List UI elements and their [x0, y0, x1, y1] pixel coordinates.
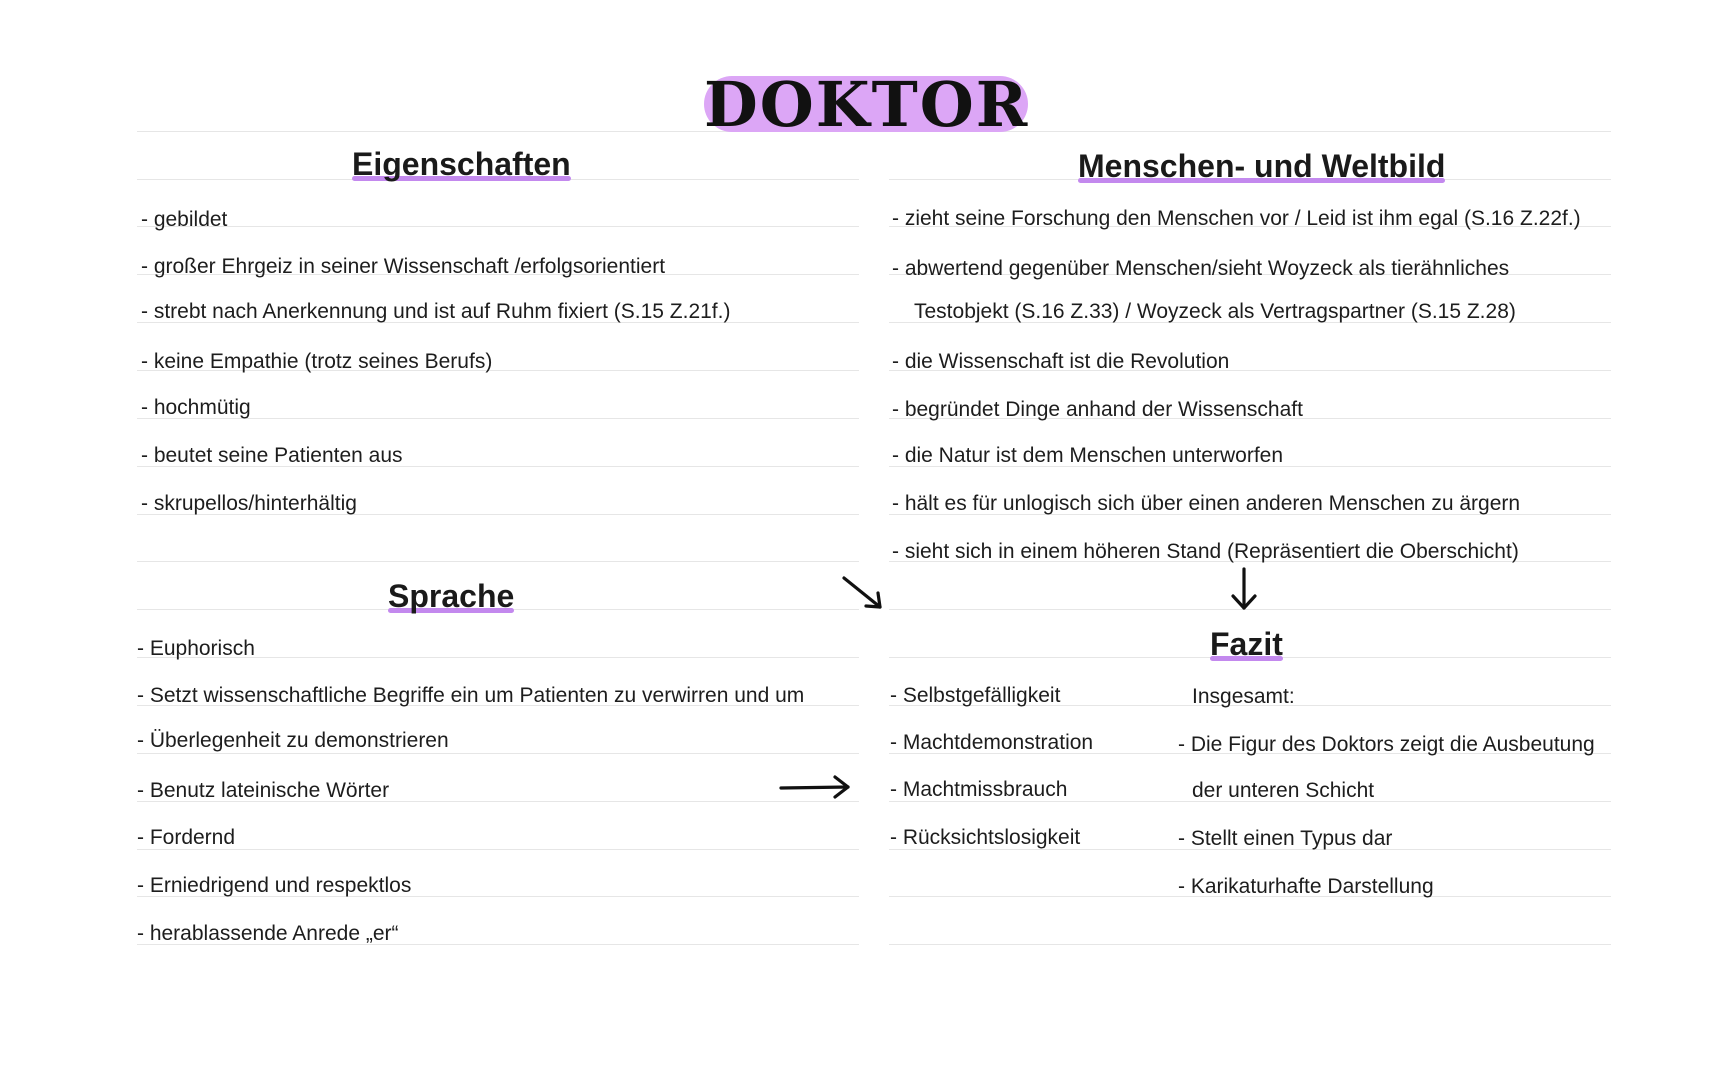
weltbild-item: - hält es für unlogisch sich über einen anderen Menschen zu ärgern — [892, 492, 1521, 515]
fazit-left-item: - Selbstgefälligkeit — [890, 684, 1061, 707]
sprache-item: - Setzt wissenschaftliche Begriffe ein um Patienten zu verwirren und um — [137, 684, 805, 707]
sprache-item: - Erniedrigend und respektlos — [137, 874, 412, 897]
weltbild-item: - begründet Dinge anhand der Wissenschaft — [892, 398, 1303, 421]
sprache-item: - Benutz lateinische Wörter — [137, 779, 390, 802]
title-block — [704, 68, 1030, 141]
arrow-right-icon — [778, 772, 854, 802]
fazit-right-item: - Die Figur des Doktors zeigt die Ausbeutung — [1178, 733, 1595, 756]
weltbild-item: - die Natur ist dem Menschen unterworfen — [892, 444, 1284, 467]
heading-fazit: Fazit — [1210, 626, 1283, 662]
heading-sprache: Sprache — [388, 578, 515, 614]
arrow-diagonal-icon — [840, 574, 888, 614]
weltbild-item: Testobjekt (S.16 Z.33) / Woyzeck als Vertragspartner (S.15 Z.28) — [914, 300, 1516, 323]
weltbild-item: - die Wissenschaft ist die Revolution — [892, 350, 1230, 373]
eigenschaften-item: - strebt nach Anerkennung und ist auf Ruhm fixiert (S.15 Z.21f.) — [141, 300, 731, 323]
eigenschaften-item: - beutet seine Patienten aus — [141, 444, 403, 467]
weltbild-item: - abwertend gegenüber Menschen/sieht Woyzeck als tierähnliches — [892, 257, 1510, 280]
weltbild-item: - zieht seine Forschung den Menschen vor / Leid ist ihm egal (S.16 Z.22f.) — [892, 207, 1581, 230]
eigenschaften-item: - hochmütig — [141, 396, 251, 419]
fazit-right-item: der unteren Schicht — [1192, 779, 1375, 802]
eigenschaften-item: - keine Empathie (trotz seines Berufs) — [141, 350, 493, 373]
weltbild-item: - sieht sich in einem höheren Stand (Repräsentiert die Oberschicht) — [892, 540, 1519, 563]
page-title: DOKTOR — [704, 68, 1030, 141]
fazit-left-item: - Machtdemonstration — [890, 731, 1094, 754]
eigenschaften-item: - gebildet — [141, 208, 228, 231]
eigenschaften-item: - großer Ehrgeiz in seiner Wissenschaft /erfolgsorientiert — [141, 255, 666, 278]
fazit-right-item: - Stellt einen Typus dar — [1178, 827, 1393, 850]
fazit-right-item: Insgesamt: — [1192, 685, 1295, 708]
fazit-right-item: - Karikaturhafte Darstellung — [1178, 875, 1434, 898]
fazit-left-item: - Machtmissbrauch — [890, 778, 1068, 801]
heading-weltbild: Menschen- und Weltbild — [1078, 148, 1446, 184]
sprache-item: - Fordernd — [137, 826, 236, 849]
sprache-item: - Euphorisch — [137, 637, 255, 660]
sprache-item: - herablassende Anrede „er“ — [137, 922, 399, 945]
sprache-item: - Überlegenheit zu demonstrieren — [137, 729, 449, 752]
eigenschaften-item: - skrupellos/hinterhältig — [141, 492, 357, 515]
arrow-down-icon — [1228, 566, 1260, 614]
heading-eigenschaften: Eigenschaften — [352, 146, 571, 182]
fazit-left-item: - Rücksichtslosigkeit — [890, 826, 1081, 849]
